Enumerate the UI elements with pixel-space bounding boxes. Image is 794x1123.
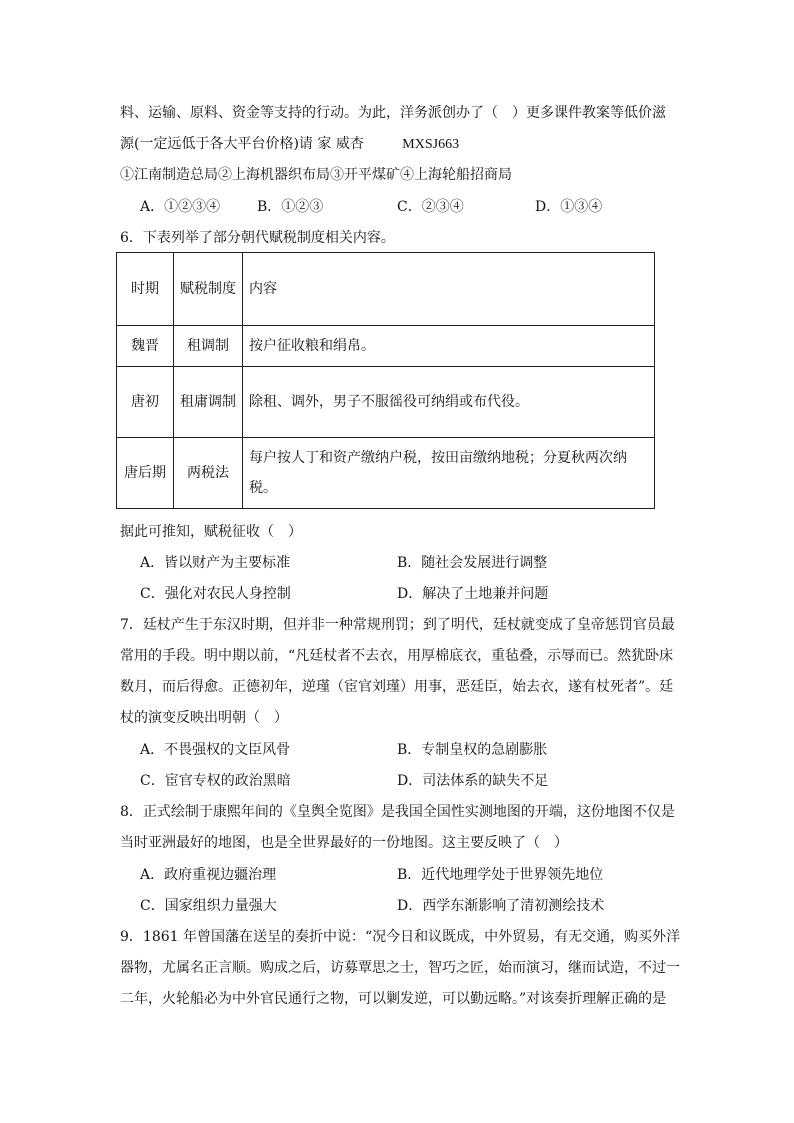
table-row	[117, 326, 655, 367]
q6-option-a: A．皆以财产为主要标准	[140, 555, 291, 571]
cell-tax-system: 两税法	[174, 438, 243, 509]
q8-option-b: B．近代地理学处于世界领先地位	[397, 867, 604, 883]
cell-tax-system: 租调制	[174, 326, 243, 367]
cell-period: 唐后期	[117, 438, 174, 509]
q7-stem-line-4: 杖的演变反映出明朝（ ）	[120, 710, 288, 726]
q5-items: ①江南制造总局②上海机器织布局③开平煤矿④上海轮船招商局	[120, 167, 512, 183]
q6-option-c: C．强化对农民人身控制	[140, 586, 291, 602]
q6-option-b: B．随社会发展进行调整	[397, 555, 548, 571]
q5-stem-line-1: 料、运输、原料、资金等支持的行动。为此，洋务派创办了（ ）更多课件教案等低价滋	[120, 105, 666, 121]
header-period: 时期	[117, 253, 174, 326]
q7-option-d: D．司法体系的缺失不足	[397, 773, 549, 789]
q7-stem-line-1: 7．廷杖产生于东汉时期，但并非一种常规刑罚；到了明代，廷杖就变成了皇帝惩罚官员最	[120, 617, 675, 633]
cell-content: 按户征收粮和绢帛。	[243, 326, 655, 367]
q7-option-c: C．宦官专权的政治黑暗	[140, 773, 291, 789]
q8-stem-line-2: 当时亚洲最好的地图，也是全世界最好的一份地图。这主要反映了（ ）	[120, 835, 568, 851]
q8-stem-line-1: 8．正式绘制于康熙年间的《皇舆全览图》是我国全国性实测地图的开端，这份地图不仅是	[120, 804, 675, 820]
q9-stem-line-3: 二年，火轮船必为中外官民通行之物，可以剿发逆，可以勤远略。”对该奏折理解正确的是	[120, 991, 667, 1007]
q7-option-a: A．不畏强权的文臣风骨	[140, 742, 291, 758]
q8-option-a: A．政府重视边疆治理	[140, 867, 277, 883]
q5-option-a: A．①②③④	[140, 199, 221, 215]
q6-question: 据此可推知，赋税征收（ ）	[120, 524, 302, 540]
table-row	[117, 438, 655, 509]
q7-option-b: B．专制皇权的急剧膨胀	[397, 742, 548, 758]
table-header-row	[117, 253, 655, 326]
cell-content: 每户按人丁和资产缴纳户税，按田亩缴纳地税；分夏秋两次纳税。	[243, 438, 655, 509]
q5-option-d: D．①③④	[535, 199, 603, 215]
cell-content: 除租、调外，男子不服徭役可纳绢或布代役。	[243, 367, 655, 438]
q5-code: MXSJ663	[402, 137, 460, 152]
cell-tax-system: 租庸调制	[174, 367, 243, 438]
header-content: 内容	[243, 253, 655, 326]
q8-option-d: D．西学东渐影响了清初测绘技术	[397, 898, 605, 914]
q5-stem-line-2-text: 源(一定远低于各大平台价格)请 家 威杏	[120, 136, 364, 152]
q6-option-d: D．解决了土地兼并问题	[397, 586, 549, 602]
cell-period: 魏晋	[117, 326, 174, 367]
cell-period: 唐初	[117, 367, 174, 438]
q5-option-b: B．①②③	[257, 199, 324, 215]
q5-option-c: C．②③④	[397, 199, 464, 215]
header-tax-system: 赋税制度	[174, 253, 243, 326]
q9-stem-line-2: 器物，尤属名正言顺。购成之后，访募覃思之士，智巧之匠，始而演习，继而试造，不过一	[120, 960, 680, 976]
tax-system-table	[116, 252, 655, 509]
q8-option-c: C．国家组织力量强大	[140, 898, 277, 914]
q6-stem: 6．下表列举了部分朝代赋税制度相关内容。	[120, 230, 395, 246]
q7-stem-line-3: 数月，而后得愈。正德初年，逆瑾（宦官刘瑾）用事，恶廷臣，始去衣，遂有杖死者”。廷	[120, 679, 674, 695]
q5-stem-line-2	[120, 135, 459, 154]
q9-stem-line-1: 9．1861 年曾国藩在送呈的奏折中说：“况今日和议既成，中外贸易，有无交通，购买外洋	[120, 929, 681, 945]
q7-stem-line-2: 常用的手段。明中期以前，“凡廷杖者不去衣，用厚棉底衣，重毡叠，示辱而已。然犹卧床	[120, 648, 674, 664]
table-row	[117, 367, 655, 438]
